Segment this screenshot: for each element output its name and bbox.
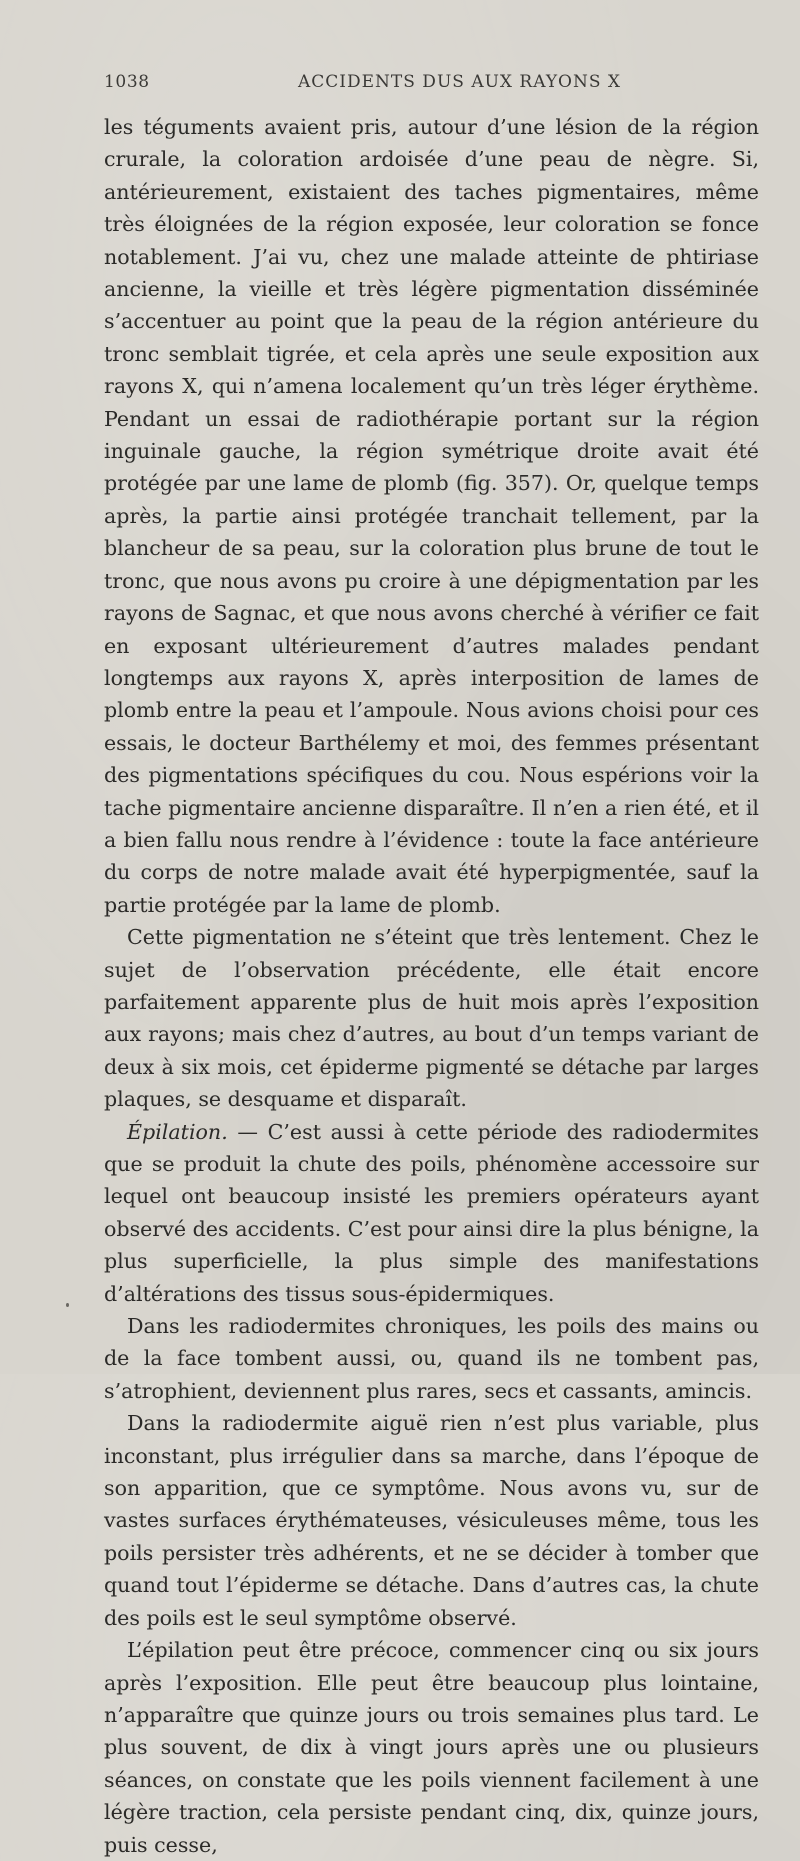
running-head-title: ACCIDENTS DUS AUX RAYONS X — [298, 72, 622, 92]
paragraph-4: Dans les radiodermites chroniques, les poils des mains ou de la face tombent aussi, ou, quand ils ne tombent pas, s’atrophient, deviennent plus rares, secs et cassants, amincis. — [104, 1314, 759, 1403]
paragraph-1: les téguments avaient pris, autour d’une lésion de la région crurale, la coloration ardoisée d’une peau de nègre. Si, antérieurement, existaient des taches pigmentaires, même très éloignées de la région exposée, leur coloration se fonce notablement. J’ai vu, chez une malade atteinte de phtiriase ancienne, la vieille et très légère pigmentation disséminée s’accentuer au point que la peau de la région antérieure du tronc semblait tigrée, et cela après une seule exposition aux rayons X, qui n’amena localement qu’un très léger érythème. Pendant un essai de radiothérapie portant sur la région inguinale gauche, la région symétrique droite avait été protégée par une lame de plomb (fig. 357). Or, quelque temps après, la partie ainsi protégée tranchait tellement, par la blancheur de sa peau, sur la coloration plus brune de tout le tronc, que nous avons pu croire à une dépigmentation par les rayons de Sagnac, et que nous avons cherché à vérifier ce fait en exposant ultérieurement d’autres malades pendant longtemps aux rayons X, après interposition de lames de plomb entre la peau et l’ampoule. Nous avions choisi pour ces essais, le docteur Barthélemy et moi, des femmes présentant des pigmentations spécifiques du cou. Nous espérions voir la tache pigmentaire ancienne disparaître. Il n’en a rien été, et il a bien fallu nous rendre à l’évidence : toute la face antérieure du corps de notre malade avait été hyperpigmentée, sauf la partie protégée par la lame de plomb. — [104, 115, 759, 917]
running-head — [104, 72, 704, 98]
paper-speck — [66, 1303, 69, 1307]
section-heading-epilation: Épilation. — [127, 1119, 228, 1144]
paragraph-2: Cette pigmentation ne s’éteint que très lentement. Chez le sujet de l’observation précédente, elle était encore parfaitement apparente plus de huit mois après l’exposition aux rayons; mais chez d’autres, au bout d’un temps variant de deux à six mois, cet épiderme pigmenté se détache par larges plaques, se desquame et disparaît. — [104, 925, 759, 1112]
paragraph-6: L’épilation peut être précoce, commencer cinq ou six jours après l’exposition. Elle peut être beaucoup plus lointaine, n’apparaître que quinze jours ou trois semaines plus tard. Le plus souvent, de dix à vingt jours après une ou plusieurs séances, on constate que les poils viennent facilement à une légère traction, cela persiste pendant cinq, dix, quinze jours, puis cesse, — [104, 1638, 759, 1857]
page-number: 1038 — [104, 72, 150, 92]
paragraph-epilation-text: — C’est aussi à cette période des radiodermites que se produit la chute des poils, phénomène accessoire sur lequel ont beaucoup insisté les premiers opérateurs ayant observé des accidents. C’est pour ainsi dire la plus bénigne, la plus superficielle, la plus simple des manifestations d’altérations des tissus sous-épidermiques. — [104, 1119, 759, 1306]
body-text — [104, 111, 759, 1861]
paragraph-5: Dans la radiodermite aiguë rien n’est plus variable, plus inconstant, plus irrégulier dans sa marche, dans l’époque de son apparition, que ce symptôme. Nous avons vu, sur de vastes surfaces érythémateuses, vésiculeuses même, tous les poils persister très adhérents, et ne se décider à tomber que quand tout l’épiderme se détache. Dans d’autres cas, la chute des poils est le seul symptôme observé. — [104, 1411, 759, 1630]
paragraph-epilation — [104, 1116, 759, 1310]
